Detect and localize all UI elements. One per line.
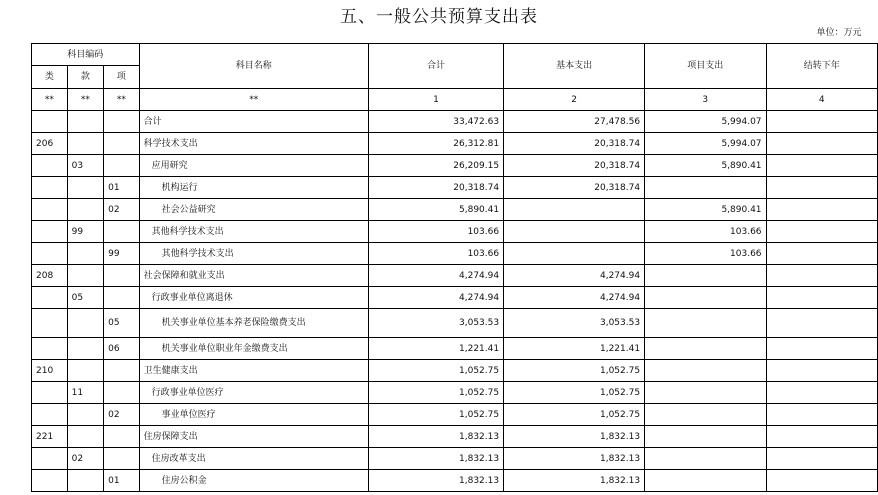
table-row	[32, 111, 878, 133]
table-row	[32, 221, 878, 243]
cell-item: 99	[104, 243, 139, 265]
cell-item	[104, 448, 139, 470]
cell-name: 行政事业单位医疗	[139, 382, 368, 404]
cell-basic: 1,832.13	[504, 470, 645, 492]
cell-project	[645, 404, 766, 426]
cell-name: 行政事业单位离退休	[139, 287, 368, 309]
index-total: 1	[368, 89, 503, 111]
cell-class	[32, 177, 68, 199]
cell-carryover	[766, 382, 877, 404]
cell-basic	[504, 199, 645, 221]
cell-section	[67, 177, 103, 199]
cell-project	[645, 382, 766, 404]
cell-item: 05	[104, 309, 139, 338]
cell-section: 05	[67, 287, 103, 309]
cell-section	[67, 426, 103, 448]
cell-class	[32, 448, 68, 470]
cell-class	[32, 199, 68, 221]
cell-name: 社会保障和就业支出	[139, 265, 368, 287]
header-row-1	[32, 44, 878, 66]
cell-project: 5,890.41	[645, 155, 766, 177]
cell-total: 26,312.81	[368, 133, 503, 155]
header-section: 款	[67, 66, 103, 89]
cell-section	[67, 360, 103, 382]
unit-row	[32, 22, 878, 44]
cell-name: 应用研究	[139, 155, 368, 177]
cell-section	[67, 470, 103, 492]
cell-item	[104, 155, 139, 177]
cell-total: 1,832.13	[368, 448, 503, 470]
cell-carryover	[766, 199, 877, 221]
cell-item	[104, 382, 139, 404]
cell-basic: 27,478.56	[504, 111, 645, 133]
cell-section	[67, 199, 103, 221]
cell-section	[67, 243, 103, 265]
cell-project	[645, 360, 766, 382]
cell-project	[645, 338, 766, 360]
cell-name: 科学技术支出	[139, 133, 368, 155]
cell-project: 103.66	[645, 221, 766, 243]
cell-project	[645, 426, 766, 448]
page-title: 五、一般公共预算支出表	[340, 7, 538, 27]
index-project: 3	[645, 89, 766, 111]
cell-carryover	[766, 265, 877, 287]
cell-name: 住房保障支出	[139, 426, 368, 448]
cell-project	[645, 448, 766, 470]
cell-basic: 4,274.94	[504, 265, 645, 287]
cell-project	[645, 309, 766, 338]
cell-total: 1,221.41	[368, 338, 503, 360]
cell-name: 其他科学技术支出	[139, 243, 368, 265]
cell-carryover	[766, 287, 877, 309]
cell-class	[32, 243, 68, 265]
cell-basic: 4,274.94	[504, 287, 645, 309]
cell-name: 机构运行	[139, 177, 368, 199]
cell-section	[67, 338, 103, 360]
cell-section: 11	[67, 382, 103, 404]
cell-basic: 1,832.13	[504, 426, 645, 448]
table-row	[32, 155, 878, 177]
index-class: **	[32, 89, 68, 111]
cell-class	[32, 309, 68, 338]
cell-project	[645, 177, 766, 199]
cell-item: 01	[104, 470, 139, 492]
cell-class	[32, 287, 68, 309]
cell-item	[104, 133, 139, 155]
table-row	[32, 382, 878, 404]
table-row	[32, 177, 878, 199]
header-basic: 基本支出	[504, 44, 645, 89]
cell-carryover	[766, 243, 877, 265]
cell-total: 20,318.74	[368, 177, 503, 199]
cell-carryover	[766, 404, 877, 426]
cell-project: 5,890.41	[645, 199, 766, 221]
cell-basic: 1,052.75	[504, 404, 645, 426]
header-item: 项	[104, 66, 139, 89]
cell-name: 其他科学技术支出	[139, 221, 368, 243]
cell-class	[32, 382, 68, 404]
cell-basic: 20,318.74	[504, 177, 645, 199]
cell-project	[645, 470, 766, 492]
cell-carryover	[766, 426, 877, 448]
cell-carryover	[766, 470, 877, 492]
table-row	[32, 199, 878, 221]
cell-section: 99	[67, 221, 103, 243]
cell-section	[67, 309, 103, 338]
cell-total: 4,274.94	[368, 287, 503, 309]
cell-project: 5,994.07	[645, 133, 766, 155]
cell-basic: 1,832.13	[504, 448, 645, 470]
cell-total: 33,472.63	[368, 111, 503, 133]
cell-section	[67, 265, 103, 287]
cell-carryover	[766, 111, 877, 133]
cell-total: 5,890.41	[368, 199, 503, 221]
cell-total: 1,052.75	[368, 360, 503, 382]
cell-carryover	[766, 177, 877, 199]
cell-project: 5,994.07	[645, 111, 766, 133]
cell-name: 住房公积金	[139, 470, 368, 492]
cell-item: 02	[104, 404, 139, 426]
index-item: **	[104, 89, 139, 111]
cell-item	[104, 265, 139, 287]
cell-name: 社会公益研究	[139, 199, 368, 221]
cell-class: 208	[32, 265, 68, 287]
cell-total: 1,832.13	[368, 470, 503, 492]
cell-total: 3,053.53	[368, 309, 503, 338]
table-row	[32, 133, 878, 155]
cell-item: 01	[104, 177, 139, 199]
cell-item	[104, 111, 139, 133]
cell-item: 06	[104, 338, 139, 360]
header-code-group: 科目编码	[32, 44, 140, 66]
cell-total: 1,052.75	[368, 382, 503, 404]
cell-carryover	[766, 360, 877, 382]
cell-class	[32, 404, 68, 426]
cell-item	[104, 426, 139, 448]
cell-basic: 1,221.41	[504, 338, 645, 360]
cell-total: 1,832.13	[368, 426, 503, 448]
cell-class: 206	[32, 133, 68, 155]
cell-class: 210	[32, 360, 68, 382]
cell-total: 103.66	[368, 243, 503, 265]
cell-carryover	[766, 133, 877, 155]
cell-total: 26,209.15	[368, 155, 503, 177]
unit-label: 单位：万元	[766, 22, 877, 44]
cell-section	[67, 111, 103, 133]
cell-name: 机关事业单位职业年金缴费支出	[139, 338, 368, 360]
cell-basic	[504, 221, 645, 243]
table-row	[32, 265, 878, 287]
cell-class: 221	[32, 426, 68, 448]
cell-item	[104, 221, 139, 243]
table-row	[32, 360, 878, 382]
cell-carryover	[766, 338, 877, 360]
cell-project	[645, 265, 766, 287]
cell-section	[67, 404, 103, 426]
cell-basic	[504, 243, 645, 265]
cell-project	[645, 287, 766, 309]
index-basic: 2	[504, 89, 645, 111]
cell-basic: 1,052.75	[504, 360, 645, 382]
budget-expenditure-table	[31, 22, 878, 492]
cell-basic: 20,318.74	[504, 133, 645, 155]
header-name: 科目名称	[139, 44, 368, 89]
cell-carryover	[766, 155, 877, 177]
table-row	[32, 287, 878, 309]
header-class: 类	[32, 66, 68, 89]
cell-basic: 3,053.53	[504, 309, 645, 338]
table-row	[32, 243, 878, 265]
cell-name: 卫生健康支出	[139, 360, 368, 382]
cell-name: 机关事业单位基本养老保险缴费支出	[139, 309, 368, 338]
index-carryover: 4	[766, 89, 877, 111]
cell-class	[32, 338, 68, 360]
index-section: **	[67, 89, 103, 111]
cell-item	[104, 287, 139, 309]
cell-section: 02	[67, 448, 103, 470]
table-row	[32, 448, 878, 470]
header-project: 项目支出	[645, 44, 766, 89]
cell-total: 4,274.94	[368, 265, 503, 287]
table-row	[32, 309, 878, 338]
cell-name: 住房改革支出	[139, 448, 368, 470]
cell-name: 事业单位医疗	[139, 404, 368, 426]
index-name: **	[139, 89, 368, 111]
cell-basic: 20,318.74	[504, 155, 645, 177]
cell-name: 合计	[139, 111, 368, 133]
cell-carryover	[766, 448, 877, 470]
cell-item: 02	[104, 199, 139, 221]
table-row	[32, 426, 878, 448]
cell-total: 1,052.75	[368, 404, 503, 426]
cell-project: 103.66	[645, 243, 766, 265]
header-carryover: 结转下年	[766, 44, 877, 89]
index-row	[32, 89, 878, 111]
cell-section	[67, 133, 103, 155]
cell-class	[32, 155, 68, 177]
cell-basic: 1,052.75	[504, 382, 645, 404]
header-total: 合计	[368, 44, 503, 89]
cell-class	[32, 221, 68, 243]
cell-class	[32, 470, 68, 492]
table-row	[32, 338, 878, 360]
cell-carryover	[766, 221, 877, 243]
cell-class	[32, 111, 68, 133]
cell-section: 03	[67, 155, 103, 177]
cell-carryover	[766, 309, 877, 338]
cell-total: 103.66	[368, 221, 503, 243]
table-row	[32, 470, 878, 492]
cell-item	[104, 360, 139, 382]
table-row	[32, 404, 878, 426]
